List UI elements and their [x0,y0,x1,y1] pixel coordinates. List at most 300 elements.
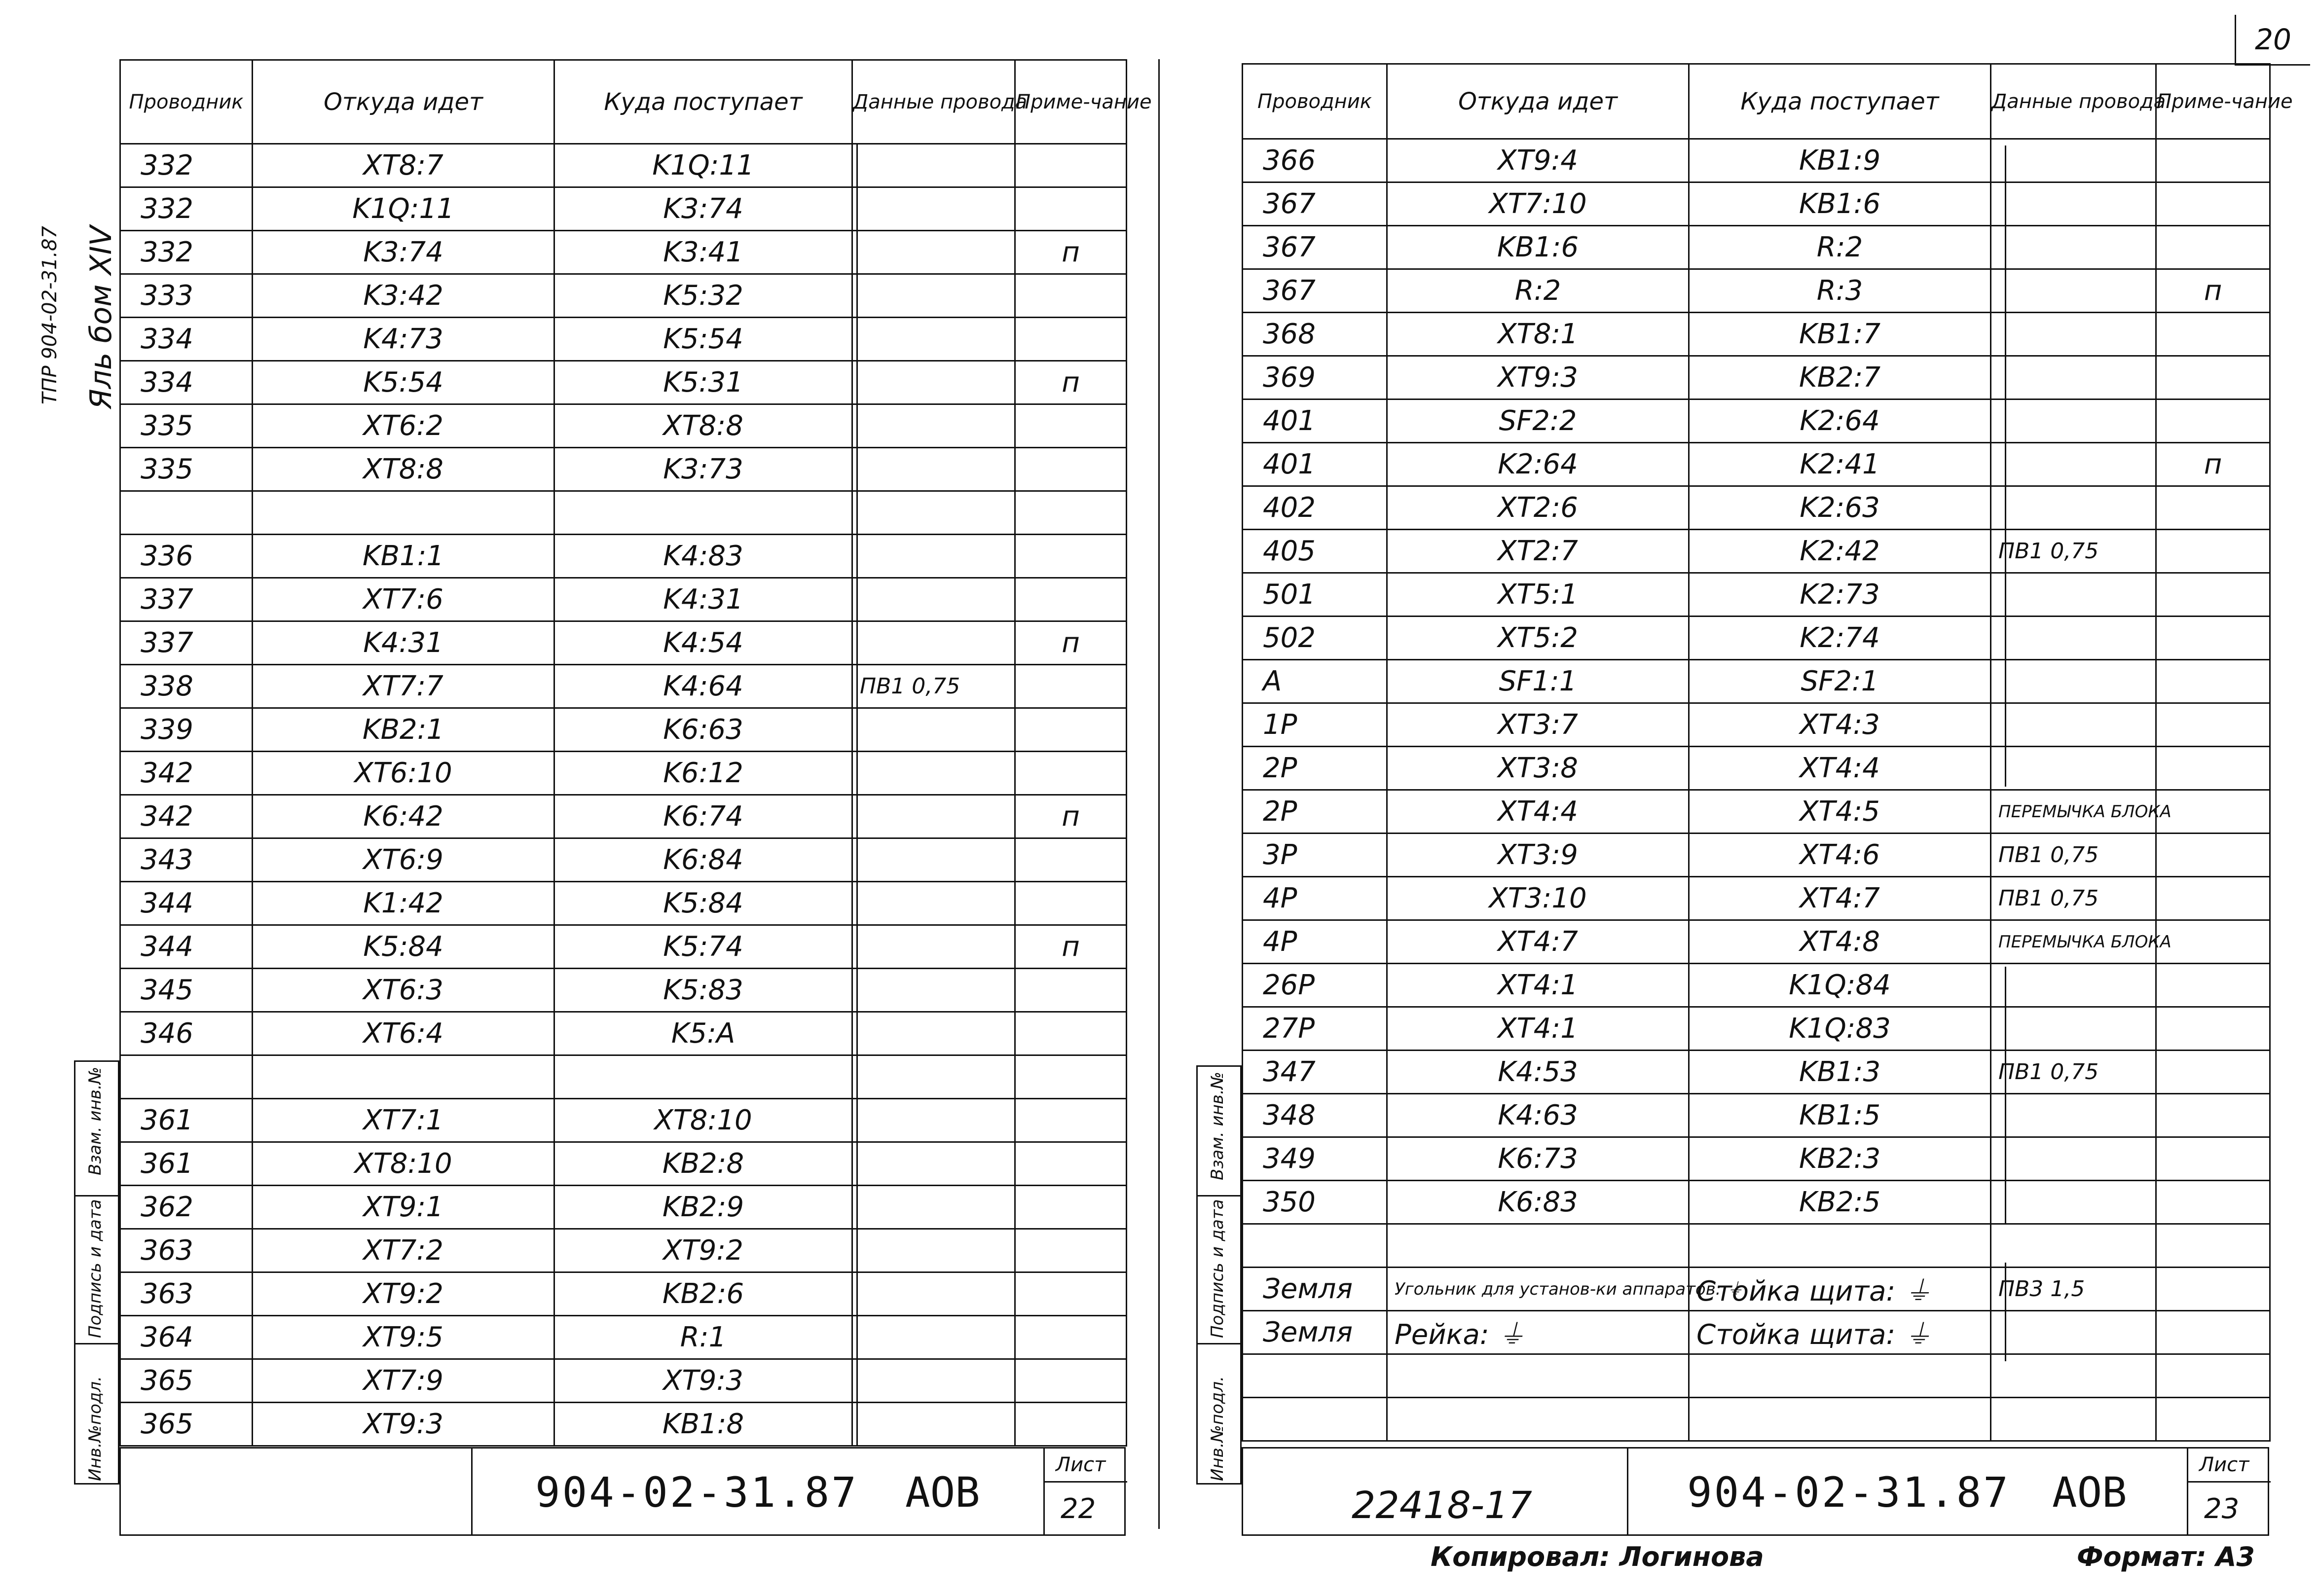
cell-note [1015,1316,1127,1359]
cell-to [1689,1398,1991,1441]
cell-wire: 345 [120,969,253,1012]
table-row [1243,1268,2270,1311]
cell-to: XT8:10 [554,1099,852,1142]
table-row [120,665,1127,708]
table-row [1243,313,2270,356]
stamp-label-inventory-2: Инв.№подл. [1208,1376,1227,1481]
cell-wire: 401 [1243,443,1387,486]
cell-note [2156,226,2270,269]
cell-note [1015,1186,1127,1229]
right-margin-stamp [1196,1065,1242,1485]
cell-from: K1Q:11 [253,187,554,231]
cell-note [2156,617,2270,660]
left-table-body [120,144,1127,1446]
cell-to: K6:84 [554,838,852,882]
cell-from: R:2 [1387,269,1689,313]
cell-note [2156,1354,2270,1398]
left-margin-stamp [74,1060,119,1485]
cell-data [1991,660,2156,703]
cell-to: KB2:5 [1689,1181,1991,1224]
cell-note [2156,1398,2270,1441]
cell-to: K4:64 [554,665,852,708]
col-header-data-2: Данные провода [1991,64,2156,139]
cell-from: XT6:4 [253,1012,554,1055]
cell-data [1991,486,2156,530]
cell-from: XT8:10 [253,1142,554,1186]
cell-wire [1243,1224,1387,1268]
cell-data [852,708,1015,752]
cell-to: K4:83 [554,535,852,578]
cell-to [554,1055,852,1099]
cell-data [852,231,1015,274]
cell-from: K4:53 [1387,1051,1689,1094]
cell-note [1015,491,1127,535]
cell-note: п [1015,231,1127,274]
cell-from [253,1055,554,1099]
cell-from: K3:74 [253,231,554,274]
table-row [120,361,1127,404]
table-row [1243,269,2270,313]
table-row [120,1012,1127,1055]
cell-data: ПЕРЕМЫЧКА БЛОКА [1991,920,2156,964]
cell-data [852,274,1015,318]
table-row [1243,1094,2270,1137]
table-row [1243,399,2270,443]
cell-to: K2:64 [1689,399,1991,443]
cell-from: XT9:4 [1387,139,1689,182]
cell-wire: 336 [120,535,253,578]
cell-from: XT8:7 [253,144,554,187]
cell-wire: 332 [120,144,253,187]
col-header-conductor: Проводник [120,60,253,144]
cell-data [1991,1398,2156,1441]
cell-from: K6:73 [1387,1137,1689,1181]
cell-wire: Земля [1243,1311,1387,1354]
cell-to: K5:54 [554,318,852,361]
table-row [1243,1181,2270,1224]
cell-wire: Земля [1243,1268,1387,1311]
table-row [120,1272,1127,1316]
table-row [120,535,1127,578]
cell-data [852,1012,1015,1055]
cell-data [1991,703,2156,747]
cell-data [852,1272,1015,1316]
cell-data [1991,747,2156,790]
cell-data [852,882,1015,925]
stamp-label-replace: Взам. инв.№ [85,1066,105,1175]
cell-data [1991,269,2156,313]
cell-note [1015,318,1127,361]
cell-to: K1Q:11 [554,144,852,187]
cell-wire: 367 [1243,269,1387,313]
cell-to: K3:73 [554,448,852,491]
cell-wire: 332 [120,231,253,274]
corner-page-number: 20 [2235,15,2310,66]
table-row [1243,703,2270,747]
left-wiring-table [119,59,1152,1447]
left-data-brace [856,144,858,1446]
cell-note [2156,877,2270,920]
cell-from: XT4:4 [1387,790,1689,834]
cell-note [2156,660,2270,703]
cell-from: XT3:9 [1387,834,1689,877]
cell-from: XT6:2 [253,404,554,448]
cell-wire: 342 [120,752,253,795]
cell-note [2156,530,2270,573]
cell-data: ПВ3 1,5 [1991,1268,2156,1311]
cell-note [1015,969,1127,1012]
stamp-label-signature: Подпись и дата [85,1199,105,1338]
cell-to: XT9:3 [554,1359,852,1403]
left-doc-mark: АОВ [905,1468,980,1517]
cell-data [852,404,1015,448]
cell-note [2156,399,2270,443]
cell-note [1015,882,1127,925]
table-row [1243,790,2270,834]
cell-data [1991,1311,2156,1354]
cell-to: K2:41 [1689,443,1991,486]
cell-note [2156,1094,2270,1137]
cell-data [852,1055,1015,1099]
cell-wire: 369 [1243,356,1387,399]
cell-wire: 361 [120,1099,253,1142]
table-row [1243,1398,2270,1441]
cell-note [1015,1359,1127,1403]
cell-from: XT2:7 [1387,530,1689,573]
cell-wire: 342 [120,795,253,838]
cell-to: K5:A [554,1012,852,1055]
col-header-note-2: Приме-чание [2156,64,2270,139]
cell-data [1991,139,2156,182]
cell-from: SF2:2 [1387,399,1689,443]
cell-data [1991,1007,2156,1051]
cell-to: XT8:8 [554,404,852,448]
table-row [120,1359,1127,1403]
cell-from: K5:54 [253,361,554,404]
table-row [120,1403,1127,1446]
cell-note: п [2156,443,2270,486]
cell-from [1387,1354,1689,1398]
cell-from: XT7:1 [253,1099,554,1142]
left-doc-code: 904-02-31.87 [535,1468,858,1517]
cell-wire: 346 [120,1012,253,1055]
table-row [120,1229,1127,1272]
cell-to: XT4:6 [1689,834,1991,877]
col-header-from: Откуда идет [253,60,554,144]
table-row [1243,747,2270,790]
cell-data [1991,443,2156,486]
cell-note [1015,448,1127,491]
cell-to: K6:12 [554,752,852,795]
cell-wire: 364 [120,1316,253,1359]
cell-wire: 337 [120,621,253,665]
cell-from: XT4:1 [1387,964,1689,1007]
cell-to: Стойка щита: ⏚ [1689,1268,1991,1311]
right-inventory-number: 22418-17 [1352,1483,1532,1527]
table-row [1243,834,2270,877]
col-header-to: Куда поступает [554,60,852,144]
cell-wire: 348 [1243,1094,1387,1137]
cell-from [1387,1224,1689,1268]
cell-from: K4:63 [1387,1094,1689,1137]
cell-from: K4:73 [253,318,554,361]
cell-from: K2:64 [1387,443,1689,486]
cell-to: K2:42 [1689,530,1991,573]
cell-note [2156,182,2270,226]
cell-note [1015,535,1127,578]
cell-to: KB1:5 [1689,1094,1991,1137]
cell-note [2156,1051,2270,1094]
cell-to: K1Q:83 [1689,1007,1991,1051]
cell-data: ПВ1 0,75 [1991,530,2156,573]
table-row [120,1055,1127,1099]
cell-to: K3:74 [554,187,852,231]
table-row [120,795,1127,838]
cell-from: XT9:5 [253,1316,554,1359]
cell-data: ПЕРЕМЫЧКА БЛОКА [1991,790,2156,834]
col-header-to-2: Куда поступает [1689,64,1991,139]
cell-wire: 405 [1243,530,1387,573]
cell-to [1689,1354,1991,1398]
table-row [120,925,1127,969]
cell-wire: 363 [120,1229,253,1272]
cell-data [852,361,1015,404]
cell-from: K3:42 [253,274,554,318]
cell-note [2156,356,2270,399]
cell-data [1991,1354,2156,1398]
cell-to: KB2:3 [1689,1137,1991,1181]
cell-wire: 3P [1243,834,1387,877]
cell-data [1991,617,2156,660]
cell-from: Угольник для установ-ки аппаратов: ⏚ [1387,1268,1689,1311]
table-row [1243,1354,2270,1398]
cell-data [852,1316,1015,1359]
cell-data [852,1229,1015,1272]
cell-data [852,578,1015,621]
side-caption-line1: ТПР 904-02-31.87 [38,226,61,404]
cell-from: XT9:3 [253,1403,554,1446]
cell-wire [1243,1354,1387,1398]
table-row [120,708,1127,752]
table-row [120,491,1127,535]
cell-from: XT3:7 [1387,703,1689,747]
cell-to [1689,1224,1991,1268]
cell-note [2156,1181,2270,1224]
cell-note [1015,1055,1127,1099]
cell-wire: 344 [120,882,253,925]
cell-note: п [1015,795,1127,838]
table-row [1243,1224,2270,1268]
cell-from: XT9:1 [253,1186,554,1229]
cell-wire: 402 [1243,486,1387,530]
fold-line [1158,59,1160,1529]
cell-to: XT4:8 [1689,920,1991,964]
table-row [1243,486,2270,530]
cell-data [1991,1181,2156,1224]
cell-note [2156,1137,2270,1181]
cell-from: K5:84 [253,925,554,969]
cell-from: XT6:3 [253,969,554,1012]
cell-note [1015,1099,1127,1142]
cell-to [554,491,852,535]
cell-wire: 401 [1243,399,1387,443]
cell-note [1015,752,1127,795]
cell-to: K1Q:84 [1689,964,1991,1007]
cell-data [1991,964,2156,1007]
cell-data [852,621,1015,665]
cell-note [1015,665,1127,708]
right-title-block [1242,1447,2269,1536]
cell-to: K5:31 [554,361,852,404]
table-row [1243,443,2270,486]
cell-from: XT3:10 [1387,877,1689,920]
cell-note [1015,578,1127,621]
right-table-body [1243,139,2270,1441]
cell-data [1991,573,2156,617]
cell-wire: 361 [120,1142,253,1186]
table-row [1243,920,2270,964]
cell-data: ПВ1 0,75 [1991,877,2156,920]
cell-wire: 334 [120,318,253,361]
left-title-block [119,1447,1126,1536]
cell-data [852,752,1015,795]
table-row [120,404,1127,448]
cell-data [852,1403,1015,1446]
right-doc-mark: АОВ [2052,1468,2127,1517]
cell-wire: A [1243,660,1387,703]
cell-data [852,1359,1015,1403]
table-row [1243,139,2270,182]
table-row [120,1186,1127,1229]
cell-note [2156,790,2270,834]
cell-data [1991,182,2156,226]
cell-to: KB1:6 [1689,182,1991,226]
cell-wire: 367 [1243,182,1387,226]
cell-wire: 362 [120,1186,253,1229]
cell-to: KB2:7 [1689,356,1991,399]
cell-data [852,535,1015,578]
cell-to: R:1 [554,1316,852,1359]
cell-to: KB1:7 [1689,313,1991,356]
side-caption-line2: Яль бом XIV [84,225,118,409]
cell-wire: 335 [120,404,253,448]
table-row [120,838,1127,882]
table-row [1243,530,2270,573]
cell-note: п [1015,925,1127,969]
cell-wire: 27P [1243,1007,1387,1051]
table-row [120,621,1127,665]
cell-note [2156,1311,2270,1354]
cell-wire: 344 [120,925,253,969]
right-data-brace-3 [2005,1263,2006,1361]
table-row [120,1142,1127,1186]
cell-wire: 349 [1243,1137,1387,1181]
cell-note [2156,139,2270,182]
cell-note: п [2156,269,2270,313]
table-row [1243,573,2270,617]
cell-wire: 501 [1243,573,1387,617]
cell-data [852,969,1015,1012]
cell-from [253,491,554,535]
cell-to: XT4:5 [1689,790,1991,834]
cell-wire: 337 [120,578,253,621]
cell-data [852,925,1015,969]
cell-from: XT9:3 [1387,356,1689,399]
cell-to: KB2:8 [554,1142,852,1186]
cell-to: K6:63 [554,708,852,752]
cell-wire [120,1055,253,1099]
cell-note [2156,486,2270,530]
cell-to: K2:73 [1689,573,1991,617]
cell-wire: 339 [120,708,253,752]
cell-to: KB1:8 [554,1403,852,1446]
cell-note [2156,1007,2270,1051]
table-row [1243,226,2270,269]
cell-data [1991,1094,2156,1137]
cell-wire: 347 [1243,1051,1387,1094]
cell-note [2156,834,2270,877]
table-row [1243,1007,2270,1051]
cell-note [1015,1012,1127,1055]
cell-from: K6:83 [1387,1181,1689,1224]
cell-note: п [1015,621,1127,665]
table-row [1243,877,2270,920]
cell-note [1015,1272,1127,1316]
table-row [1243,182,2270,226]
cell-note: п [1015,361,1127,404]
cell-note [2156,1268,2270,1311]
cell-from: KB2:1 [253,708,554,752]
cell-to: XT9:2 [554,1229,852,1272]
cell-to: K2:63 [1689,486,1991,530]
cell-data [1991,226,2156,269]
table-row [1243,964,2270,1007]
table-row [120,231,1127,274]
cell-to: K5:74 [554,925,852,969]
cell-data: ПВ1 0,75 [1991,1051,2156,1094]
cell-from: XT6:9 [253,838,554,882]
cell-to: K5:32 [554,274,852,318]
cell-wire: 26P [1243,964,1387,1007]
cell-data [852,144,1015,187]
cell-note [1015,1229,1127,1272]
cell-note [2156,920,2270,964]
cell-data [1991,313,2156,356]
cell-data [1991,1224,2156,1268]
stamp-label-replace-2: Взам. инв.№ [1208,1071,1227,1180]
cell-to: XT4:7 [1689,877,1991,920]
cell-data [852,1186,1015,1229]
cell-wire: 368 [1243,313,1387,356]
cell-wire: 333 [120,274,253,318]
cell-note [1015,838,1127,882]
cell-from: XT8:1 [1387,313,1689,356]
cell-to: K2:74 [1689,617,1991,660]
cell-from [1387,1398,1689,1441]
cell-note [2156,573,2270,617]
cell-wire: 4P [1243,920,1387,964]
cell-to: K5:83 [554,969,852,1012]
table-row [120,1316,1127,1359]
cell-to: KB2:9 [554,1186,852,1229]
cell-data [852,838,1015,882]
cell-note [2156,964,2270,1007]
left-sheet-label: Лист [1056,1453,1106,1476]
cell-note [1015,1403,1127,1446]
cell-wire [120,491,253,535]
cell-to: SF2:1 [1689,660,1991,703]
cell-from: K6:42 [253,795,554,838]
